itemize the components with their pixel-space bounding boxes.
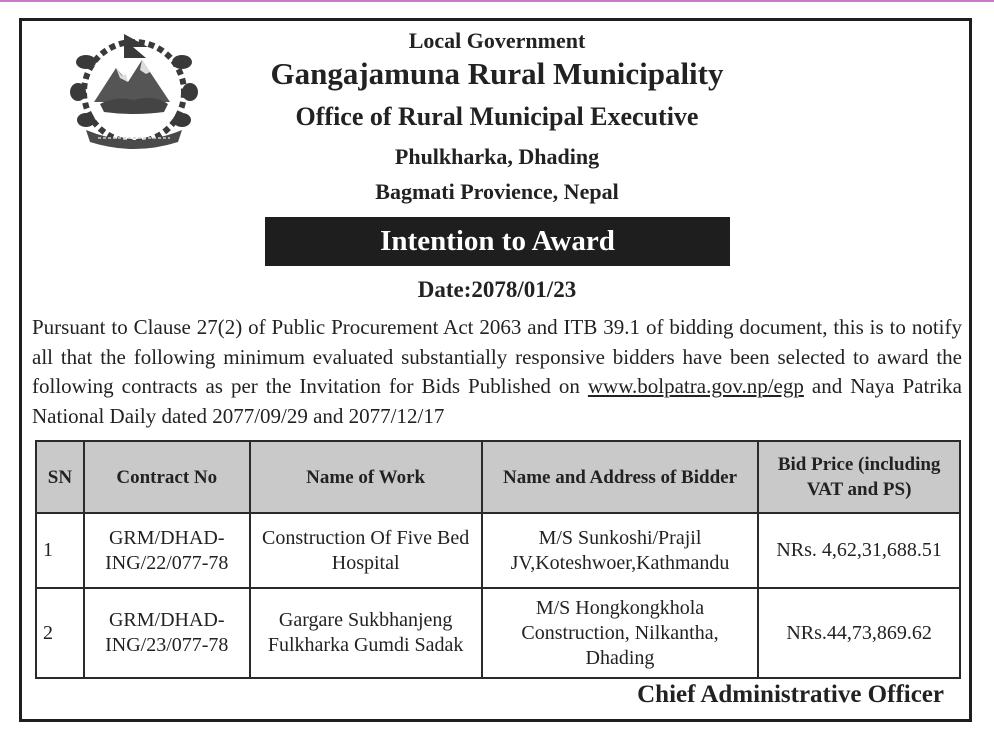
header-local-government: Local Government <box>408 28 586 53</box>
table-header-row <box>36 441 960 513</box>
header-municipality-name: Gangajamuna Rural Municipality <box>270 56 724 91</box>
paragraph-text-start: Pursuant to Clause 27(2) of Public Procurement Act 2063 and ITB 39.1 of bidding document, this is to notify all that the following minimum evaluated substantially responsive bidders have been selected to award the following contracts as per the Invitation for Bids Published on <box>32 315 962 398</box>
table-row <box>36 588 960 678</box>
cell-bid-price: NRs. 4,62,31,688.51 <box>758 513 960 588</box>
cell-name-of-work: Gargare Sukbhanjeng Fulkharka Gumdi Sadak <box>250 588 482 678</box>
cell-contract-no: GRM/DHAD-ING/22/077-78 <box>84 513 250 588</box>
column-header-name-of-work: Name of Work <box>250 441 482 513</box>
column-header-contract-no: Contract No <box>84 441 250 513</box>
cell-bid-price: NRs.44,73,869.62 <box>758 588 960 678</box>
signature-title: Chief Administrative Officer <box>637 681 944 708</box>
bolpatra-link[interactable]: www.bolpatra.gov.np/egp <box>587 374 804 398</box>
cell-sn: 1 <box>36 513 84 588</box>
cell-sn: 2 <box>36 588 84 678</box>
notice-title-banner: Intention to Award <box>265 217 730 266</box>
column-header-sn: SN <box>36 441 84 513</box>
column-header-bid-price: Bid Price (including VAT and PS) <box>758 441 960 513</box>
table-row <box>36 513 960 588</box>
header-office-name: Office of Rural Municipal Executive <box>295 102 699 131</box>
paragraph-text-end: and Naya Patrika National Daily dated 2077/09/29 and 2077/12/17 <box>32 374 962 428</box>
top-border-line <box>0 0 994 2</box>
cell-name-of-work: Construction Of Five Bed Hospital <box>250 513 482 588</box>
column-header-bidder: Name and Address of Bidder <box>482 441 759 513</box>
cell-bidder: M/S Hongkongkhola Construction, Nilkantha, Dhading <box>482 588 759 678</box>
notice-date: Date:2078/01/23 <box>417 277 577 302</box>
award-table <box>35 440 961 679</box>
header-address-line2: Bagmati Provience, Nepal <box>375 179 619 204</box>
cell-contract-no: GRM/DHAD-ING/23/077-78 <box>84 588 250 678</box>
header-address-line1: Phulkharka, Dhading <box>394 144 600 169</box>
notice-paragraph <box>32 313 962 431</box>
cell-bidder: M/S Sunkoshi/Prajil JV,Koteshwoer,Kathmandu <box>482 513 759 588</box>
